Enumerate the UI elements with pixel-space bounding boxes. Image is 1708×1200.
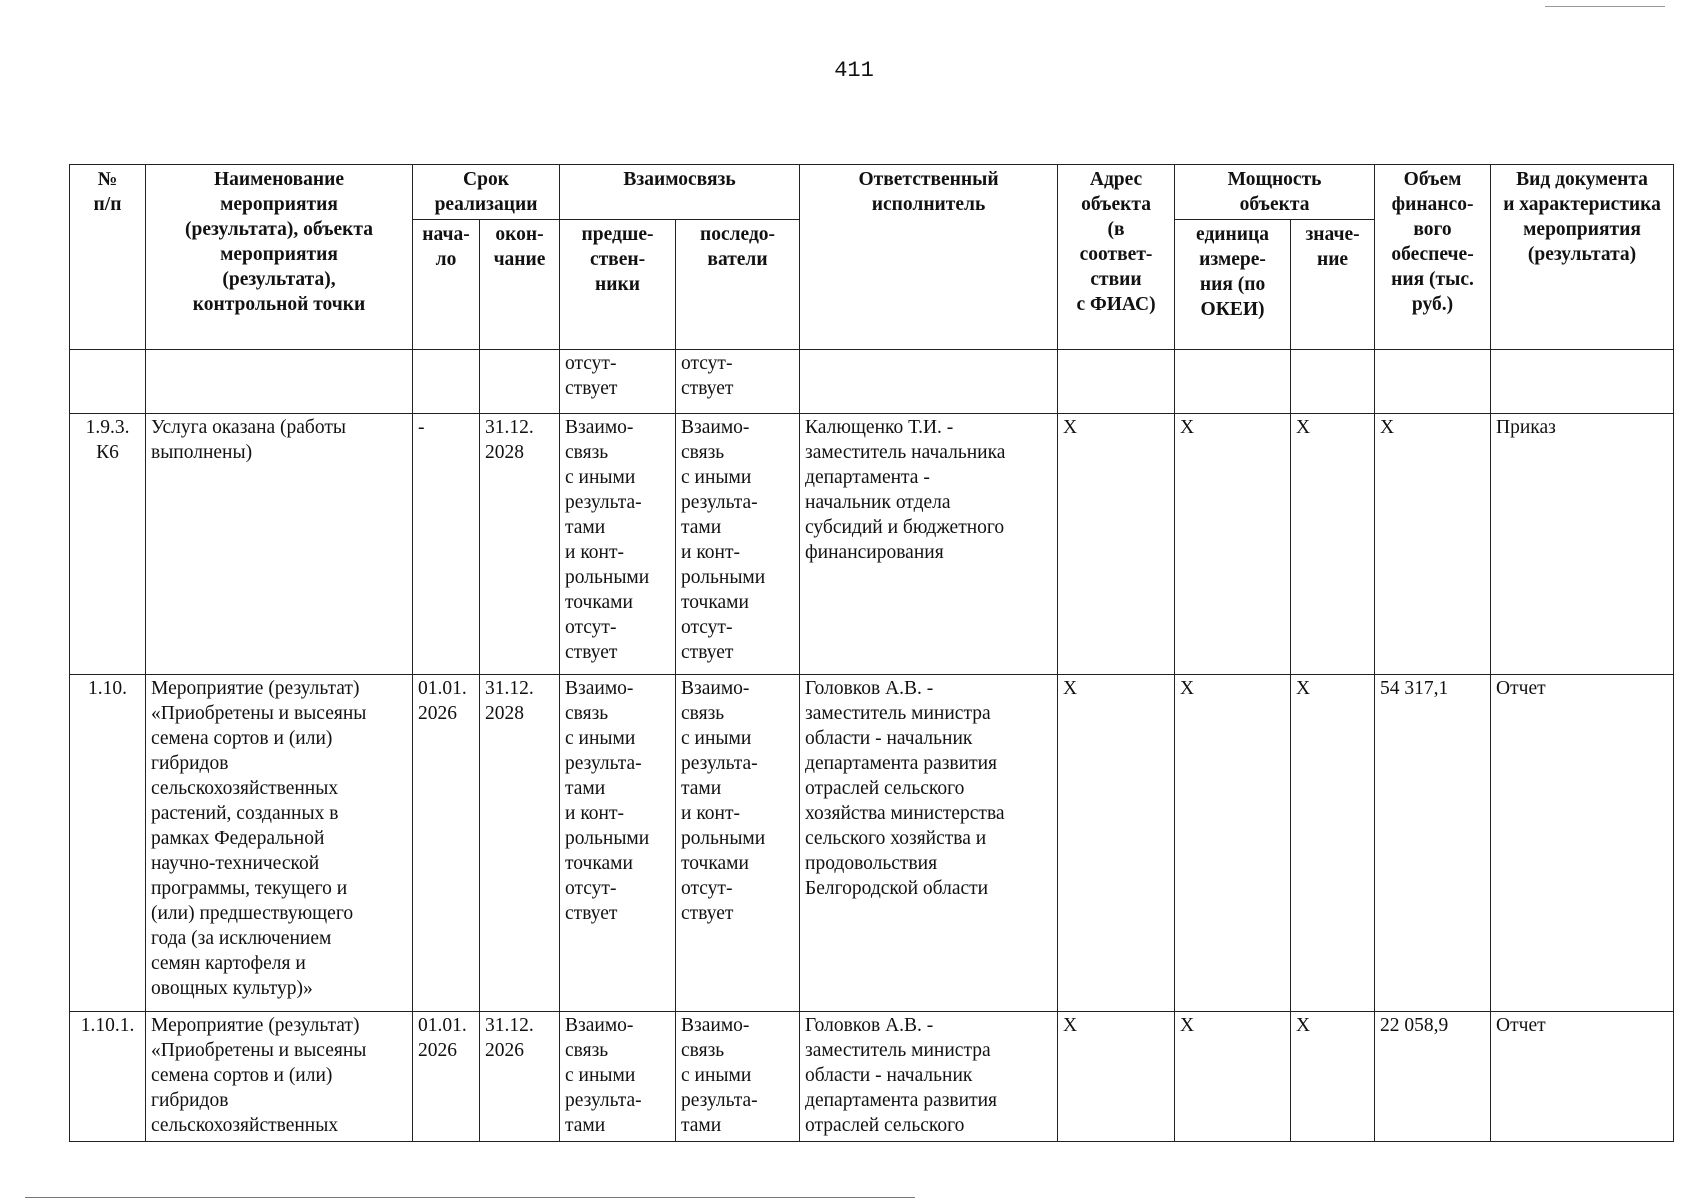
- header-num: № п/п: [70, 165, 146, 350]
- table-row: [70, 414, 1674, 675]
- row-funding: X: [1375, 414, 1491, 675]
- row-prev: отсут- ствует: [560, 350, 676, 414]
- header-name: Наименование мероприятия (результата), объекта мероприятия (результата), контрольной точки: [146, 165, 413, 350]
- table-row: [70, 350, 1674, 414]
- row-start: 01.01. 2026: [413, 1012, 480, 1142]
- row-prev: Взаимо- связь с иными результа- тами и конт- рольными точками отсут- ствует: [560, 414, 676, 675]
- row-responsible: [800, 350, 1058, 414]
- row-next: Взаимо- связь с иными результа- тами и конт- рольными точками отсут- ствует: [676, 675, 800, 1012]
- row-funding: [1375, 350, 1491, 414]
- row-name: Мероприятие (результат) «Приобретены и высеяны семена сортов и (или) гибридов сельскохозяйственных: [146, 1012, 413, 1142]
- header-responsible: Ответственный исполнитель: [800, 165, 1058, 350]
- header-term-start: нача- ло: [413, 220, 480, 350]
- row-name: Мероприятие (результат) «Приобретены и высеяны семена сортов и (или) гибридов сельскохозяйственных растений, созданных в рамках Федеральной научно-технической программы, текущего и (или) предшествующего года (за исключением семян картофеля и овощных культур)»: [146, 675, 413, 1012]
- row-value: [1291, 350, 1375, 414]
- row-name: Услуга оказана (работы выполнены): [146, 414, 413, 675]
- header-term-end: окон- чание: [480, 220, 560, 350]
- row-doc: [1491, 350, 1674, 414]
- row-num: 1.10.: [70, 675, 146, 1012]
- table-row: [70, 1012, 1674, 1142]
- row-address: X: [1058, 675, 1175, 1012]
- header-link: Взаимосвязь: [560, 165, 800, 220]
- row-start: [413, 350, 480, 414]
- row-end: 31.12. 2028: [480, 414, 560, 675]
- row-funding: 22 058,9: [1375, 1012, 1491, 1142]
- header-capacity-value: значе- ние: [1291, 220, 1375, 350]
- header-address: Адрес объекта (в соответ- ствии с ФИАС): [1058, 165, 1175, 350]
- bottom-scan-rule: [25, 1197, 915, 1198]
- row-funding: 54 317,1: [1375, 675, 1491, 1012]
- row-next: отсут- ствует: [676, 350, 800, 414]
- table-row: [70, 675, 1674, 1012]
- row-start: 01.01. 2026: [413, 675, 480, 1012]
- header-link-next: последо- ватели: [676, 220, 800, 350]
- row-name: [146, 350, 413, 414]
- row-end: [480, 350, 560, 414]
- row-unit: X: [1175, 675, 1291, 1012]
- row-address: X: [1058, 414, 1175, 675]
- row-doc: Приказ: [1491, 414, 1674, 675]
- row-num: 1.9.3. К6: [70, 414, 146, 675]
- row-next: Взаимо- связь с иными результа- тами: [676, 1012, 800, 1142]
- row-doc: Отчет: [1491, 1012, 1674, 1142]
- row-value: X: [1291, 414, 1375, 675]
- row-responsible: Калющенко Т.И. - заместитель начальника департамента - начальник отдела субсидий и бюджетного финансирования: [800, 414, 1058, 675]
- header-link-prev: предше- ствен- ники: [560, 220, 676, 350]
- header-term: Срок реализации: [413, 165, 560, 220]
- header-funding: Объем финансо- вого обеспече- ния (тыс. руб.): [1375, 165, 1491, 350]
- row-doc: Отчет: [1491, 675, 1674, 1012]
- measures-table: [69, 164, 1674, 1142]
- top-scan-rule: [1545, 6, 1665, 7]
- header-capacity: Мощность объекта: [1175, 165, 1375, 220]
- page-number: 411: [834, 58, 874, 83]
- row-responsible: Головков А.В. - заместитель министра области - начальник департамента развития отраслей сельского: [800, 1012, 1058, 1142]
- row-address: [1058, 350, 1175, 414]
- row-num: 1.10.1.: [70, 1012, 146, 1142]
- header-doc: Вид документа и характеристика мероприятия (результата): [1491, 165, 1674, 350]
- row-prev: Взаимо- связь с иными результа- тами: [560, 1012, 676, 1142]
- row-unit: X: [1175, 414, 1291, 675]
- row-value: X: [1291, 1012, 1375, 1142]
- header-capacity-unit: единица измере- ния (по ОКЕИ): [1175, 220, 1291, 350]
- row-unit: X: [1175, 1012, 1291, 1142]
- row-next: Взаимо- связь с иными результа- тами и конт- рольными точками отсут- ствует: [676, 414, 800, 675]
- row-unit: [1175, 350, 1291, 414]
- row-end: 31.12. 2028: [480, 675, 560, 1012]
- row-value: X: [1291, 675, 1375, 1012]
- row-prev: Взаимо- связь с иными результа- тами и конт- рольными точками отсут- ствует: [560, 675, 676, 1012]
- row-end: 31.12. 2026: [480, 1012, 560, 1142]
- row-responsible: Головков А.В. - заместитель министра области - начальник департамента развития отраслей сельского хозяйства министерства сельского хозяйства и продовольствия Белгородской области: [800, 675, 1058, 1012]
- row-address: X: [1058, 1012, 1175, 1142]
- row-num: [70, 350, 146, 414]
- row-start: -: [413, 414, 480, 675]
